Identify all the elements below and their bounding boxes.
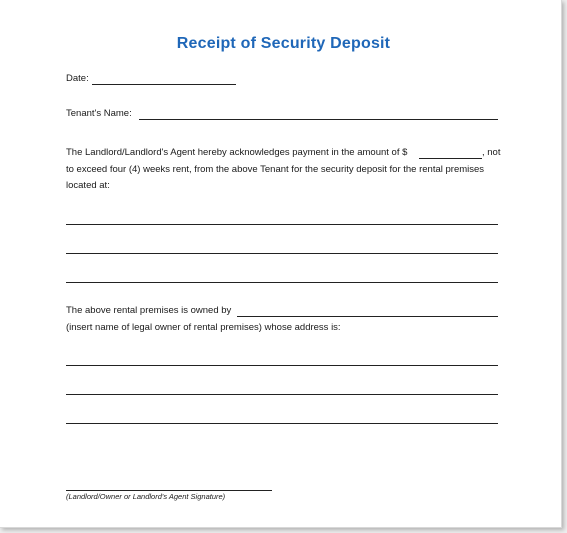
premises-address-line-3[interactable] xyxy=(66,282,498,283)
premises-address-line-1[interactable] xyxy=(66,224,498,225)
signature-label: (Landlord/Owner or Landlord's Agent Signature) xyxy=(66,492,226,501)
premises-address-line-2[interactable] xyxy=(66,253,498,254)
signature-field-line[interactable] xyxy=(66,490,272,491)
tenant-name-label: Tenant's Name: xyxy=(66,108,132,119)
date-label: Date: xyxy=(66,73,89,84)
owner-name-field-line[interactable] xyxy=(237,316,498,317)
owned-by-label: The above rental premises is owned by xyxy=(66,305,232,316)
owner-address-line-1[interactable] xyxy=(66,365,498,366)
tenant-name-field-line[interactable] xyxy=(139,119,498,120)
owner-address-line-2[interactable] xyxy=(66,394,498,395)
document-title: Receipt of Security Deposit xyxy=(176,35,391,52)
date-field-line[interactable] xyxy=(92,84,236,85)
acknowledgement-text-line1-end: , not xyxy=(482,147,501,158)
owner-instruction-text: (insert name of legal owner of rental premises) whose address is: xyxy=(66,322,341,333)
amount-field-line[interactable] xyxy=(419,158,482,159)
acknowledgement-text-line3: located at: xyxy=(66,180,110,191)
acknowledgement-text-line1: The Landlord/Landlord's Agent hereby acknowledges payment in the amount of $ xyxy=(66,147,408,158)
owner-address-line-3[interactable] xyxy=(66,423,498,424)
acknowledgement-text-line2: to exceed four (4) weeks rent, from the above Tenant for the security deposit for the rental premises xyxy=(66,164,485,175)
